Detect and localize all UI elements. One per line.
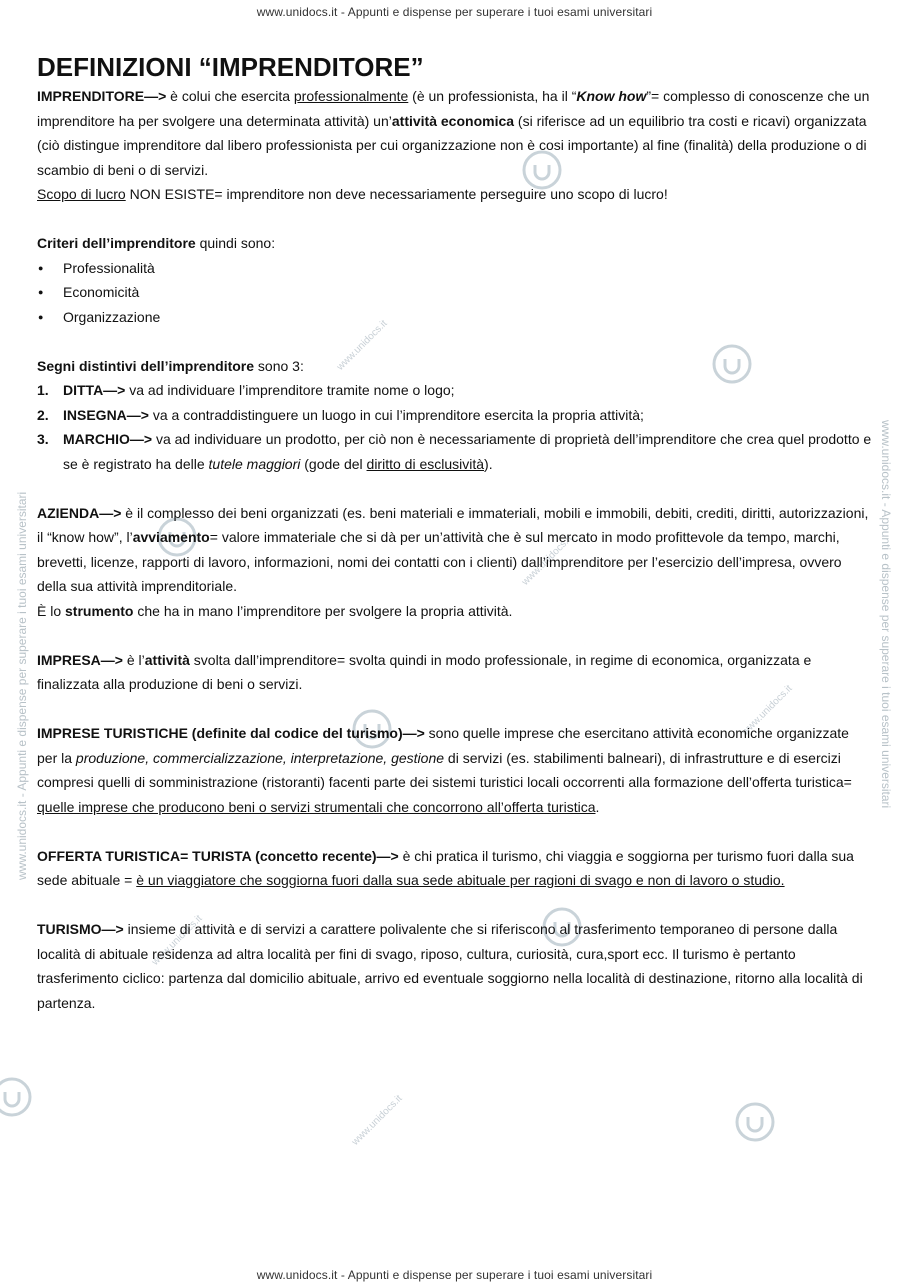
diagonal-watermark: www.unidocs.it <box>740 683 795 738</box>
list-item: ● Professionalità <box>37 256 873 281</box>
criteri-list <box>37 256 873 330</box>
imprese-turistiche-definition: IMPRESE TURISTICHE (definite dal codice del turismo)—> sono quelle imprese che esercitano attività economiche organizzate per la produzione, commercializzazione, interpretazione, gestione di servizi (es. stabilimenti balneari), di infrastrutture e di esercizi compresi quelli di somministrazione (ristoranti) facenti parte dei sistemi turistici locali occorrenti alla formazione dell’offerta turistica= quelle imprese che producono beni o servizi strumentali che concorrono all’offerta turistica. <box>37 725 852 815</box>
list-item: 1. DITTA—> va ad individuare l’imprenditore tramite nome o logo; <box>37 382 455 398</box>
list-item: ● Economicità <box>37 280 873 305</box>
diagonal-watermark: www.unidocs.it <box>520 533 575 588</box>
side-watermark-right: www.unidocs.it - Appunti e dispense per superare i tuoi esami universitari <box>879 420 893 809</box>
offerta-turistica-definition: OFFERTA TURISTICA= TURISTA (concetto recente)—> è chi pratica il turismo, chi viaggia e soggiorna per turismo fuori dalla sua sede abituale = è un viaggiatore che soggiorna fuori dalla sua sede abituale per ragioni di svago e non di lavoro o studio. <box>37 847 854 888</box>
impresa-definition: IMPRESA—> è l’attività svolta dall’imprenditore= svolta quindi in modo professionale, in regime di economica, organizzata e finalizzata alla produzione di beni o servizi. <box>37 651 812 692</box>
unidocs-logo-icon <box>733 1100 777 1144</box>
list-item: 2. INSEGNA—> va a contraddistinguere un luogo in cui l’imprenditore esercita la propria attività; <box>37 406 644 423</box>
list-item: 3. MARCHIO—> va ad individuare un prodotto, per ciò non è necessariamente di proprietà dell’imprenditore che crea quel prodotto e se è registrato ha delle tutele maggiori (gode del diritto di esclusività). <box>37 431 872 472</box>
unidocs-logo-icon <box>0 1075 34 1119</box>
term-label: IMPRENDITORE—> <box>37 88 167 104</box>
segni-heading: Segni distintivi dell’imprenditore sono 3: <box>37 357 304 374</box>
header-watermark: www.unidocs.it - Appunti e dispense per superare i tuoi esami universitari <box>256 5 653 19</box>
document-title: DEFINIZIONI “IMPRENDITORE” <box>37 52 424 82</box>
diagonal-watermark: www.unidocs.it <box>350 1093 405 1148</box>
diagonal-watermark: www.unidocs.it <box>335 318 390 373</box>
list-item: ● Organizzazione <box>37 305 873 330</box>
turismo-definition: TURISMO—> insieme di attività e di servizi a carattere polivalente che si riferiscono al trasferimento temporaneo di persone dalla località di abituale residenza ad altra località per fini di svago, riposo, cultura, curiosità, cura,sport ecc. Il turismo è pertanto trasferimento ciclico: partenza dal domicilio abituale, arrivo ed eventuale soggiorno nella località di destinazione, ritorno alla località di partenza. <box>37 921 863 1011</box>
diagonal-watermark: www.unidocs.it <box>150 913 205 968</box>
azienda-strumento-note: È lo strumento che ha in mano l’imprenditore per svolgere la propria attività. <box>37 602 513 619</box>
document-page <box>37 52 873 1015</box>
imprenditore-definition: IMPRENDITORE—> è colui che esercita professionalmente (è un professionista, ha il “Know how”= complesso di conoscenze che un imprenditore ha per svolgere una determinata attività) un’attività economica (si riferisce ad un equilibrio tra costi e ricavi) organizzata (ciò distingue imprenditore dal libero professionista per cui organizzazione non è cosi importante) al fine (finalità) della produzione o di scambio di beni o di servizi. <box>37 88 870 178</box>
scopo-di-lucro-note: Scopo di lucro NON ESISTE= imprenditore non deve necessariamente perseguire uno scopo di lucro! <box>37 186 668 202</box>
azienda-definition: AZIENDA—> è il complesso dei beni organizzati (es. beni materiali e immateriali, mobili e immobili, debiti, crediti, diritti, autorizzazioni, il “know how”, l’avviamento= valore immateriale che si dà per un’attività che è sul mercato in modo profittevole da tempo, marchi, brevetti, licenze, rapporti di lavoro, informazioni, nomi dei contatti con i clienti) dall’imprenditore per l’esercizio dell’impresa, ovvero della sua attività imprenditoriale. <box>37 504 869 594</box>
segni-list <box>37 378 873 476</box>
footer-watermark: www.unidocs.it - Appunti e dispense per superare i tuoi esami universitari <box>256 1268 653 1282</box>
side-watermark-left: www.unidocs.it - Appunti e dispense per superare i tuoi esami universitari <box>15 491 29 880</box>
criteri-heading: Criteri dell’imprenditore quindi sono: <box>37 235 276 251</box>
